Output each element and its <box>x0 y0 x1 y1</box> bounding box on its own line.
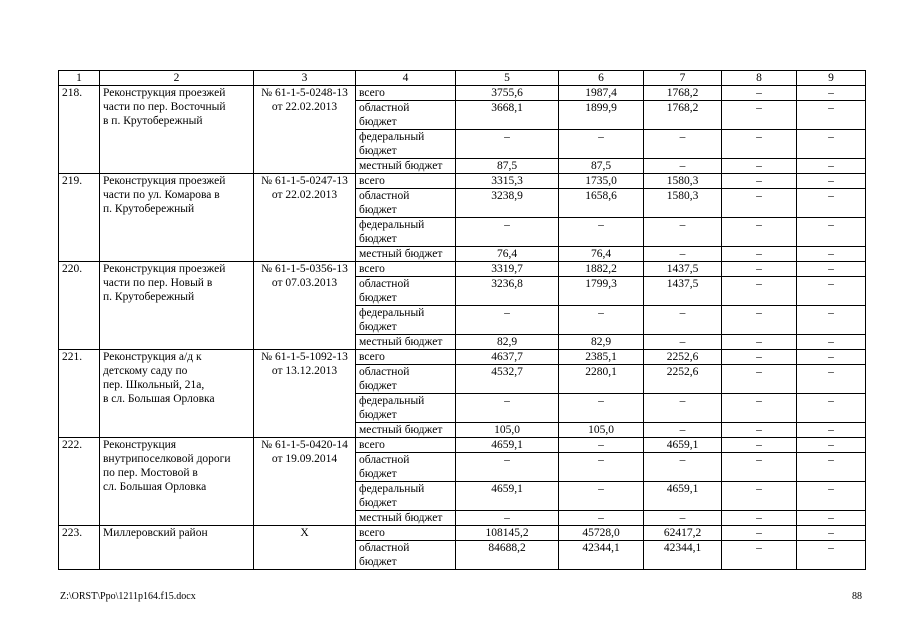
amount-cell: – <box>797 189 866 218</box>
amount-cell: 4637,7 <box>456 350 559 365</box>
amount-cell: – <box>722 438 797 453</box>
column-header: 1 <box>59 71 100 86</box>
column-header: 4 <box>356 71 456 86</box>
amount-cell: – <box>797 482 866 511</box>
amount-cell: – <box>722 262 797 277</box>
project-name: Реконструкция внутрипоселковой дороги по пер. Мостовой в сл. Большая Орловка <box>100 438 254 526</box>
amount-cell: – <box>797 101 866 130</box>
amount-cell: 2385,1 <box>559 350 644 365</box>
amount-cell: 62417,2 <box>644 526 722 541</box>
funding-source: местный бюджет <box>356 335 456 350</box>
amount-cell: – <box>797 174 866 189</box>
amount-cell: – <box>644 306 722 335</box>
amount-cell: – <box>559 482 644 511</box>
amount-cell: – <box>722 306 797 335</box>
amount-cell: 4659,1 <box>644 438 722 453</box>
amount-cell: – <box>722 526 797 541</box>
amount-cell: – <box>722 453 797 482</box>
amount-cell: – <box>644 218 722 247</box>
amount-cell: – <box>722 511 797 526</box>
footer-file-path: Z:\ORST\Ppo\1211p164.f15.docx <box>60 591 196 602</box>
project-name: Реконструкция проезжей части по пер. Новый в п. Крутобережный <box>100 262 254 350</box>
document-ref: № 61-1-5-0356-13 от 07.03.2013 <box>254 262 356 350</box>
funding-source: местный бюджет <box>356 159 456 174</box>
amount-cell: – <box>644 335 722 350</box>
amount-cell: – <box>797 130 866 159</box>
amount-cell: – <box>722 189 797 218</box>
amount-cell: – <box>797 526 866 541</box>
column-header: 7 <box>644 71 722 86</box>
funding-source: федеральный бюджет <box>356 130 456 159</box>
funding-source: областной бюджет <box>356 365 456 394</box>
amount-cell: 76,4 <box>456 247 559 262</box>
amount-cell: – <box>722 423 797 438</box>
amount-cell: – <box>644 394 722 423</box>
project-name: Реконструкция проезжей части по ул. Комарова в п. Крутобережный <box>100 174 254 262</box>
amount-cell: – <box>559 130 644 159</box>
amount-cell: 3236,8 <box>456 277 559 306</box>
funding-source: местный бюджет <box>356 423 456 438</box>
funding-source: федеральный бюджет <box>356 394 456 423</box>
row-number: 223. <box>59 526 100 570</box>
amount-cell: – <box>456 306 559 335</box>
amount-cell: 1735,0 <box>559 174 644 189</box>
amount-cell: – <box>722 482 797 511</box>
column-header: 9 <box>797 71 866 86</box>
amount-cell: – <box>559 306 644 335</box>
amount-cell: – <box>644 247 722 262</box>
amount-cell: 1882,2 <box>559 262 644 277</box>
funding-source: областной бюджет <box>356 189 456 218</box>
amount-cell: – <box>722 365 797 394</box>
amount-cell: – <box>797 453 866 482</box>
column-header: 6 <box>559 71 644 86</box>
amount-cell: 1768,2 <box>644 101 722 130</box>
project-name: Миллеровский район <box>100 526 254 570</box>
amount-cell: – <box>797 365 866 394</box>
amount-cell: 4659,1 <box>644 482 722 511</box>
amount-cell: 2252,6 <box>644 365 722 394</box>
funding-source: федеральный бюджет <box>356 482 456 511</box>
amount-cell: 4659,1 <box>456 482 559 511</box>
amount-cell: – <box>722 218 797 247</box>
column-header: 3 <box>254 71 356 86</box>
amount-cell: – <box>797 350 866 365</box>
table-row <box>59 86 866 101</box>
amount-cell: 1580,3 <box>644 189 722 218</box>
funding-source: областной бюджет <box>356 541 456 570</box>
budget-table <box>58 70 866 570</box>
amount-cell: – <box>722 541 797 570</box>
column-header: 2 <box>100 71 254 86</box>
table-row <box>59 174 866 189</box>
amount-cell: 105,0 <box>559 423 644 438</box>
funding-source: областной бюджет <box>356 101 456 130</box>
amount-cell: – <box>722 394 797 423</box>
amount-cell: – <box>722 277 797 306</box>
amount-cell: – <box>797 423 866 438</box>
amount-cell: 1799,3 <box>559 277 644 306</box>
row-number: 222. <box>59 438 100 526</box>
amount-cell: – <box>797 511 866 526</box>
amount-cell: 4659,1 <box>456 438 559 453</box>
amount-cell: – <box>797 277 866 306</box>
amount-cell: 1437,5 <box>644 262 722 277</box>
amount-cell: – <box>722 101 797 130</box>
table-row <box>59 526 866 541</box>
amount-cell: – <box>797 247 866 262</box>
amount-cell: – <box>559 218 644 247</box>
amount-cell: – <box>559 394 644 423</box>
table-row <box>59 438 866 453</box>
amount-cell: – <box>644 423 722 438</box>
document-ref: № 61-1-5-0248-13 от 22.02.2013 <box>254 86 356 174</box>
amount-cell: 108145,2 <box>456 526 559 541</box>
amount-cell: – <box>456 511 559 526</box>
amount-cell: 3238,9 <box>456 189 559 218</box>
amount-cell: 87,5 <box>559 159 644 174</box>
amount-cell: 1768,2 <box>644 86 722 101</box>
amount-cell: 2252,6 <box>644 350 722 365</box>
amount-cell: – <box>456 218 559 247</box>
amount-cell: – <box>797 159 866 174</box>
table-row <box>59 262 866 277</box>
column-header: 5 <box>456 71 559 86</box>
amount-cell: – <box>797 306 866 335</box>
amount-cell: 105,0 <box>456 423 559 438</box>
amount-cell: – <box>559 453 644 482</box>
amount-cell: 1899,9 <box>559 101 644 130</box>
funding-source: всего <box>356 174 456 189</box>
amount-cell: – <box>644 511 722 526</box>
funding-source: всего <box>356 526 456 541</box>
funding-source: всего <box>356 262 456 277</box>
funding-source: федеральный бюджет <box>356 218 456 247</box>
footer-page-number: 88 <box>852 591 862 602</box>
amount-cell: – <box>644 159 722 174</box>
amount-cell: – <box>722 335 797 350</box>
amount-cell: 3319,7 <box>456 262 559 277</box>
amount-cell: – <box>722 130 797 159</box>
amount-cell: – <box>797 438 866 453</box>
row-number: 221. <box>59 350 100 438</box>
amount-cell: – <box>797 335 866 350</box>
amount-cell: – <box>722 247 797 262</box>
document-ref: № 61-1-5-0420-14 от 19.09.2014 <box>254 438 356 526</box>
row-number: 219. <box>59 174 100 262</box>
document-ref: № 61-1-5-0247-13 от 22.02.2013 <box>254 174 356 262</box>
amount-cell: 2280,1 <box>559 365 644 394</box>
amount-cell: – <box>559 438 644 453</box>
amount-cell: – <box>797 262 866 277</box>
project-name: Реконструкция проезжей части по пер. Восточный в п. Крутобережный <box>100 86 254 174</box>
amount-cell: 4532,7 <box>456 365 559 394</box>
amount-cell: 87,5 <box>456 159 559 174</box>
amount-cell: 76,4 <box>559 247 644 262</box>
row-number: 218. <box>59 86 100 174</box>
amount-cell: 82,9 <box>559 335 644 350</box>
funding-source: областной бюджет <box>356 453 456 482</box>
amount-cell: – <box>559 511 644 526</box>
project-name: Реконструкция а/д к детскому саду по пер. Школьный, 21а, в сл. Большая Орловка <box>100 350 254 438</box>
amount-cell: 45728,0 <box>559 526 644 541</box>
amount-cell: – <box>797 86 866 101</box>
amount-cell: – <box>722 159 797 174</box>
amount-cell: – <box>456 453 559 482</box>
document-ref: № 61-1-5-1092-13 от 13.12.2013 <box>254 350 356 438</box>
amount-cell: – <box>722 174 797 189</box>
funding-source: всего <box>356 350 456 365</box>
amount-cell: 1580,3 <box>644 174 722 189</box>
amount-cell: – <box>797 541 866 570</box>
table-row <box>59 350 866 365</box>
row-number: 220. <box>59 262 100 350</box>
amount-cell: 3315,3 <box>456 174 559 189</box>
funding-source: областной бюджет <box>356 277 456 306</box>
amount-cell: 42344,1 <box>644 541 722 570</box>
amount-cell: – <box>456 130 559 159</box>
funding-source: всего <box>356 438 456 453</box>
table-body <box>59 71 866 570</box>
funding-source: местный бюджет <box>356 511 456 526</box>
amount-cell: 84688,2 <box>456 541 559 570</box>
amount-cell: 1987,4 <box>559 86 644 101</box>
amount-cell: 82,9 <box>456 335 559 350</box>
document-ref: Х <box>254 526 356 570</box>
column-header: 8 <box>722 71 797 86</box>
amount-cell: – <box>644 130 722 159</box>
amount-cell: 42344,1 <box>559 541 644 570</box>
amount-cell: – <box>722 350 797 365</box>
amount-cell: 3668,1 <box>456 101 559 130</box>
amount-cell: – <box>644 453 722 482</box>
amount-cell: – <box>797 218 866 247</box>
funding-source: местный бюджет <box>356 247 456 262</box>
amount-cell: – <box>456 394 559 423</box>
funding-source: федеральный бюджет <box>356 306 456 335</box>
amount-cell: – <box>797 394 866 423</box>
amount-cell: 1658,6 <box>559 189 644 218</box>
header-row <box>59 71 866 86</box>
amount-cell: – <box>722 86 797 101</box>
amount-cell: 3755,6 <box>456 86 559 101</box>
funding-source: всего <box>356 86 456 101</box>
amount-cell: 1437,5 <box>644 277 722 306</box>
